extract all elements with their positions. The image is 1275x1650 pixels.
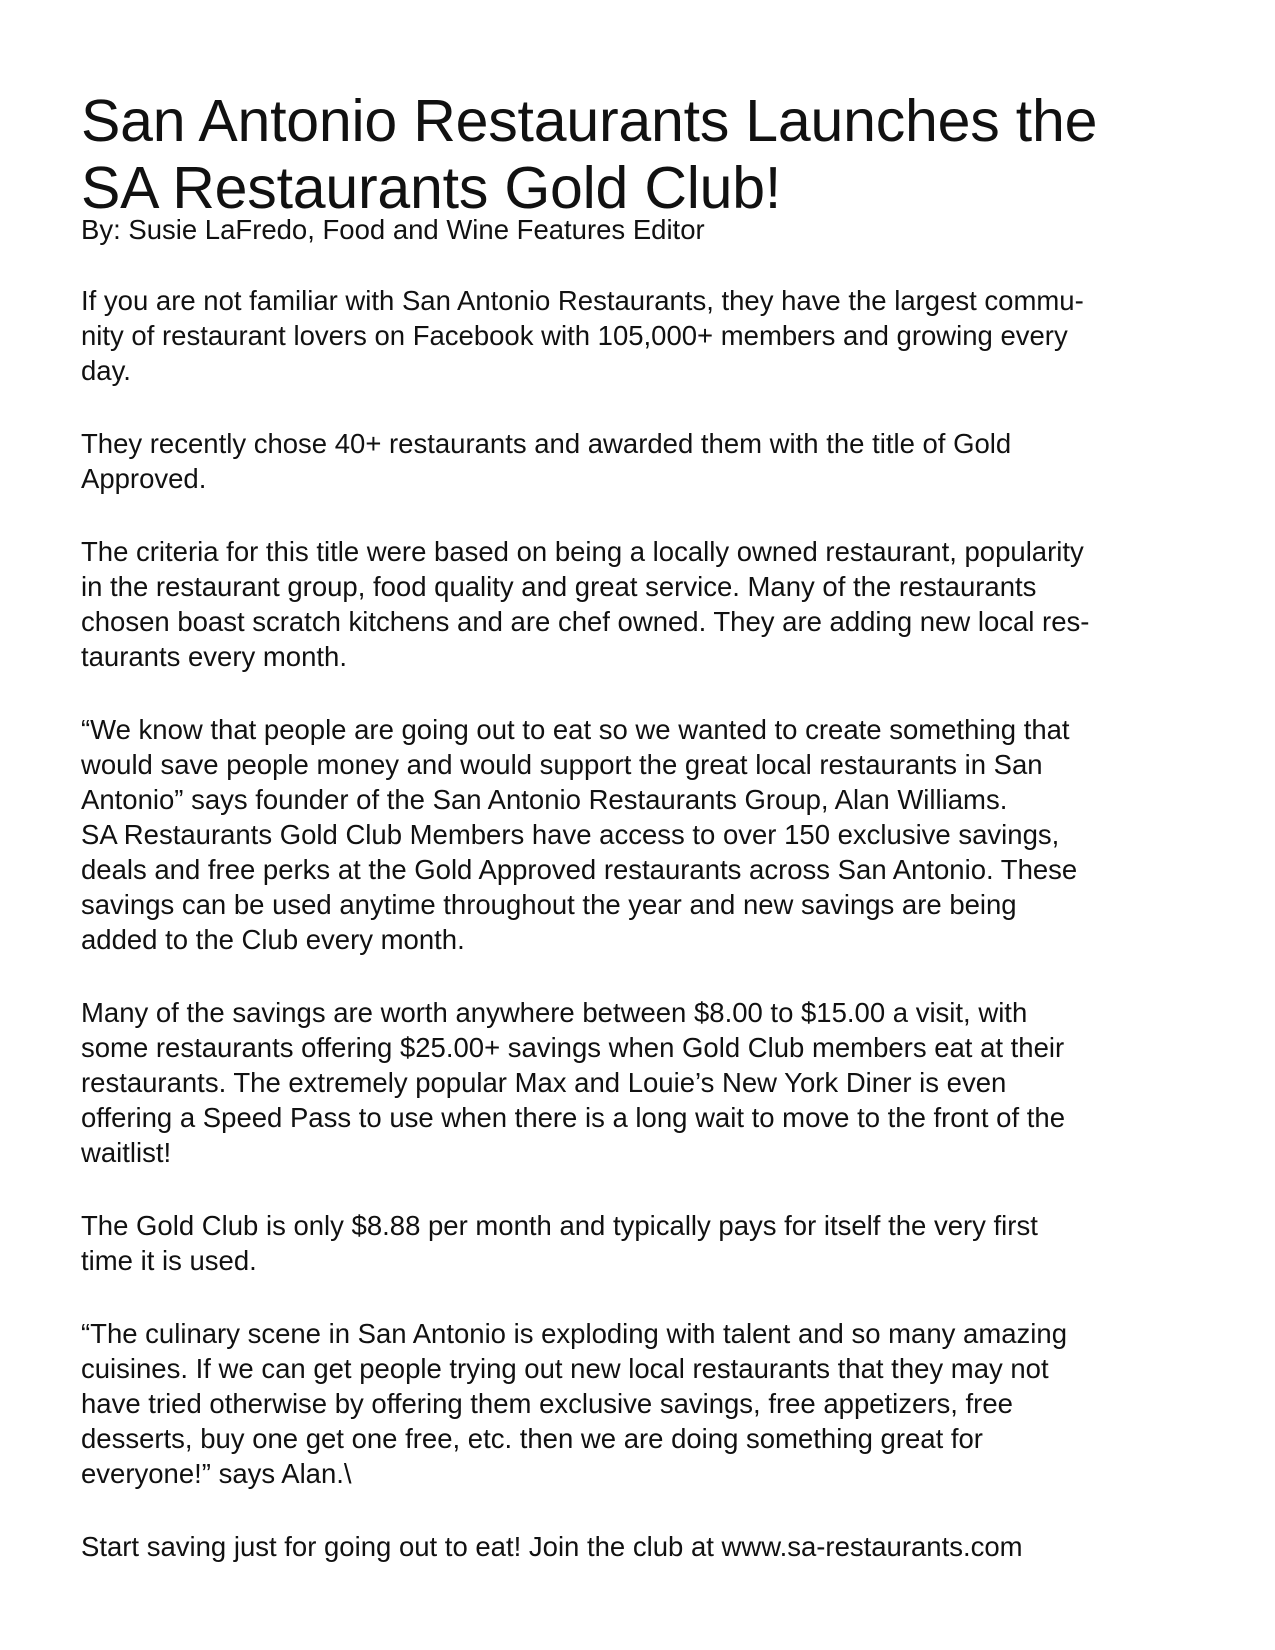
text-line: have tried otherwise by offering them exclusive savings, free appetizers, free bbox=[81, 1388, 1013, 1419]
text-line: waitlist! bbox=[81, 1137, 172, 1168]
text-line: everyone!” says Alan.\ bbox=[81, 1458, 352, 1489]
text-line: deals and free perks at the Gold Approved restaurants across San Antonio. These bbox=[81, 854, 1078, 885]
paragraph-founder-quote bbox=[81, 712, 1221, 957]
text-line: offering a Speed Pass to use when there is a long wait to move to the front of the bbox=[81, 1102, 1065, 1133]
text-line: SA Restaurants Gold Club Members have access to over 150 exclusive savings, bbox=[81, 819, 1060, 850]
text-line: some restaurants offering $25.00+ savings when Gold Club members eat at their bbox=[81, 1032, 1065, 1063]
headline bbox=[81, 88, 1221, 222]
text-line: If you are not familiar with San Antonio Restaurants, they have the largest commu- bbox=[81, 285, 1084, 316]
paragraph-criteria bbox=[81, 534, 1221, 674]
paragraph-intro bbox=[81, 283, 1221, 388]
text-line: day. bbox=[81, 355, 131, 386]
paragraph-gold-approved bbox=[81, 426, 1221, 496]
paragraph-culinary-quote bbox=[81, 1316, 1221, 1491]
headline-line: San Antonio Restaurants Launches the bbox=[81, 88, 1098, 154]
text-line: The Gold Club is only $8.88 per month and typically pays for itself the very first bbox=[81, 1210, 1038, 1241]
text-line: restaurants. The extremely popular Max and Louie’s New York Diner is even bbox=[81, 1067, 1007, 1098]
text-line: taurants every month. bbox=[81, 641, 347, 672]
text-line: “The culinary scene in San Antonio is exploding with talent and so many amazing bbox=[81, 1318, 1067, 1349]
text-line: cuisines. If we can get people trying out new local restaurants that they may not bbox=[81, 1353, 1049, 1384]
text-line: Approved. bbox=[81, 463, 207, 494]
text-line: would save people money and would support the great local restaurants in San bbox=[81, 749, 1043, 780]
text-line: desserts, buy one get one free, etc. then we are doing something great for bbox=[81, 1423, 983, 1454]
byline: By: Susie LaFredo, Food and Wine Features Editor bbox=[81, 214, 705, 245]
text-line: The criteria for this title were based on being a locally owned restaurant, popularity bbox=[81, 536, 1084, 567]
article bbox=[81, 88, 1221, 1564]
text-line: added to the Club every month. bbox=[81, 924, 465, 955]
text-line: “We know that people are going out to eat so we wanted to create something that bbox=[81, 714, 1070, 745]
text-line: nity of restaurant lovers on Facebook with 105,000+ members and growing every bbox=[81, 320, 1068, 351]
text-line: Start saving just for going out to eat! Join the club at www.sa-restaurants.com bbox=[81, 1531, 1023, 1562]
text-line: savings can be used anytime throughout the year and new savings are being bbox=[81, 889, 1017, 920]
text-line: chosen boast scratch kitchens and are chef owned. They are adding new local res- bbox=[81, 606, 1090, 637]
paragraph-savings bbox=[81, 995, 1221, 1170]
paragraph-call-to-action bbox=[81, 1529, 1221, 1564]
text-line: Antonio” says founder of the San Antonio Restaurants Group, Alan Williams. bbox=[81, 784, 1008, 815]
text-line: They recently chose 40+ restaurants and awarded them with the title of Gold bbox=[81, 428, 1012, 459]
text-line: in the restaurant group, food quality and great service. Many of the restaurants bbox=[81, 571, 1037, 602]
headline-line: SA Restaurants Gold Club! bbox=[81, 155, 782, 221]
paragraph-price bbox=[81, 1208, 1221, 1278]
text-line: Many of the savings are worth anywhere between $8.00 to $15.00 a visit, with bbox=[81, 997, 1028, 1028]
text-line: time it is used. bbox=[81, 1245, 257, 1276]
